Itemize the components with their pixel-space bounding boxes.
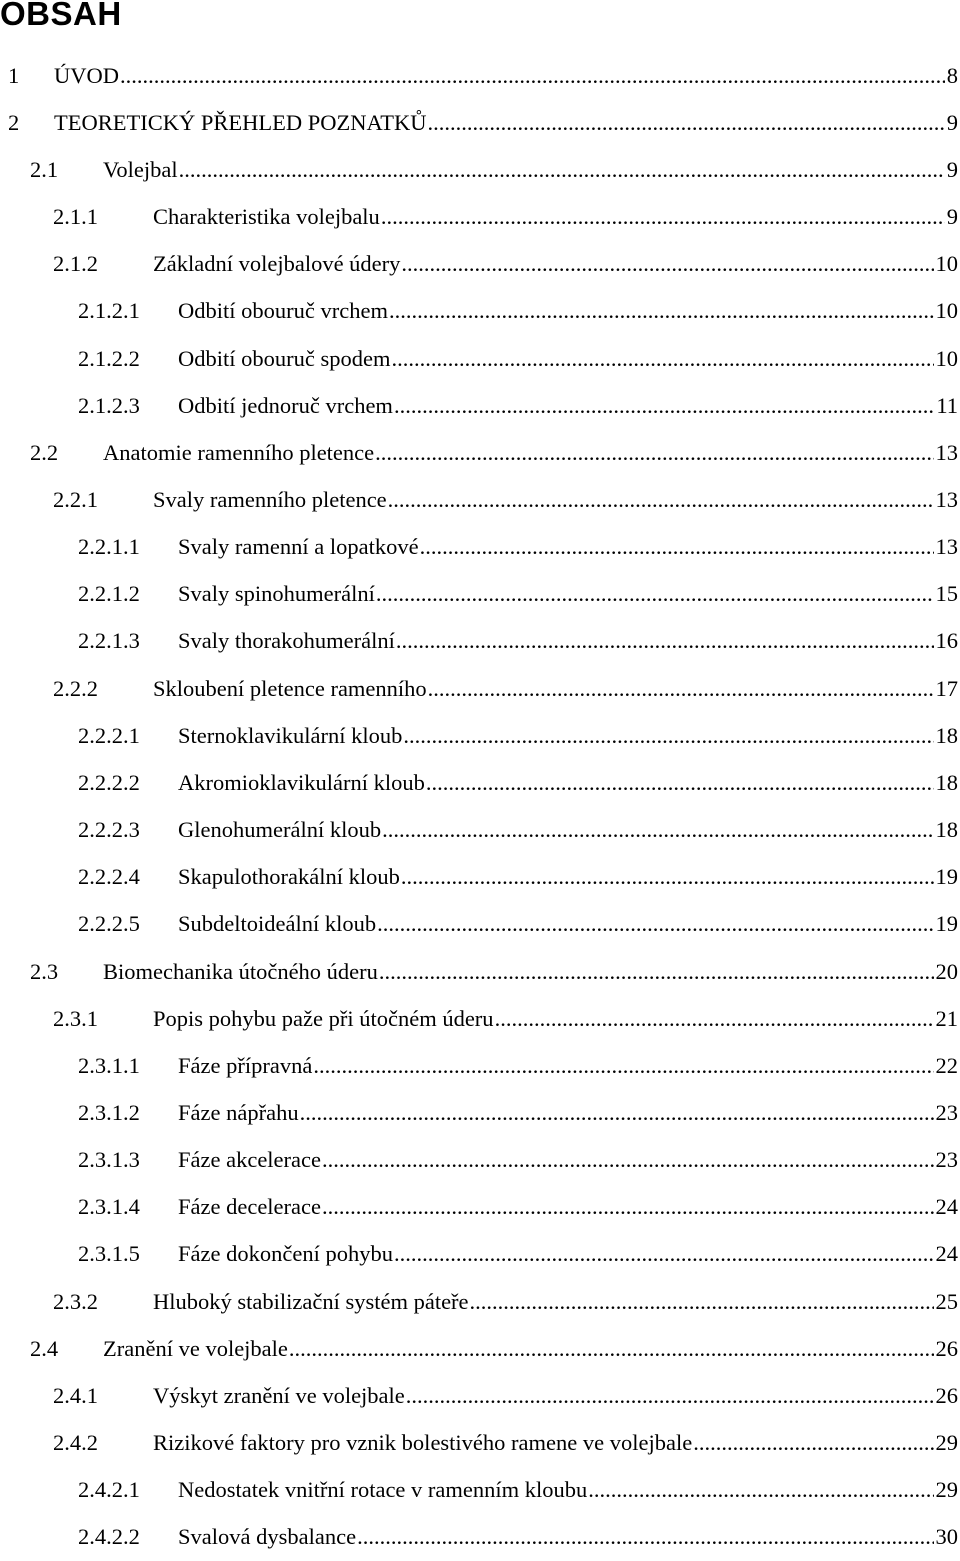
- toc-entry-page-number: 9: [946, 156, 958, 182]
- toc-entry-line: [103, 440, 958, 466]
- toc-entry-title: Popis pohybu paže při útočném úderu: [153, 1005, 494, 1031]
- toc-entry-number: 2.1.2.2: [78, 345, 140, 371]
- toc-entry-page-number: 26: [935, 1382, 958, 1408]
- toc-entry-title: Odbití obouruč vrchem: [178, 298, 388, 324]
- toc-entry-line: [178, 393, 958, 419]
- toc-entry-line: [178, 770, 958, 796]
- toc-entry-page-number: 23: [935, 1147, 958, 1173]
- toc-entry-number: 2.3: [30, 958, 59, 984]
- toc-entry-title: TEORETICKÝ PŘEHLED POZNATKŮ: [54, 109, 427, 135]
- dot-leader: [495, 1006, 934, 1032]
- toc-entry-page-number: 30: [935, 1524, 958, 1550]
- toc-entry-line: [153, 487, 958, 513]
- table-of-contents: [0, 52, 960, 1561]
- toc-entry-page-number: 11: [936, 392, 958, 418]
- toc-entry-number: 2.3.1: [53, 1005, 98, 1031]
- toc-entry-number: 2.2.1: [53, 486, 98, 512]
- toc-entry[interactable]: [0, 1137, 960, 1184]
- toc-entry-line: [178, 723, 958, 749]
- toc-entry-number: 2.1: [30, 156, 59, 182]
- toc-entry-line: [178, 346, 958, 372]
- toc-entry-title: Svaly thorakohumerální: [178, 628, 395, 654]
- toc-entry[interactable]: [0, 1372, 960, 1419]
- dot-leader: [375, 440, 933, 466]
- toc-entry-title: Charakteristika volejbalu: [153, 204, 380, 230]
- toc-entry-number: 2.3.1.3: [78, 1147, 140, 1173]
- toc-entry-number: 2.1.2.1: [78, 298, 140, 324]
- toc-entry-page-number: 25: [935, 1288, 958, 1314]
- toc-entry-line: [153, 676, 958, 702]
- page-title: OBSAH: [0, 0, 122, 32]
- toc-entry-title: Výskyt zranění ve volejbale: [153, 1382, 405, 1408]
- toc-entry-title: Fáze přípravná: [178, 1052, 313, 1078]
- dot-leader: [401, 864, 934, 890]
- toc-entry-number: 2.4.1: [53, 1382, 98, 1408]
- toc-entry[interactable]: [0, 1420, 960, 1467]
- toc-entry-line: [178, 581, 958, 607]
- toc-entry[interactable]: [0, 1325, 960, 1372]
- toc-entry-line: [178, 911, 958, 937]
- toc-entry-line: [178, 1524, 958, 1550]
- dot-leader: [357, 1524, 933, 1550]
- toc-entry[interactable]: [0, 1278, 960, 1325]
- dot-leader: [391, 346, 933, 372]
- toc-entry-number: 2.2.2.4: [78, 864, 140, 890]
- toc-entry-number: 2.2.2: [53, 675, 98, 701]
- toc-entry[interactable]: [0, 288, 960, 335]
- toc-entry-line: [153, 204, 958, 230]
- toc-entry[interactable]: [0, 807, 960, 854]
- toc-entry-page-number: 23: [935, 1100, 958, 1126]
- dot-leader: [394, 393, 934, 419]
- dot-leader: [693, 1430, 933, 1456]
- dot-leader: [426, 770, 934, 796]
- dot-leader: [382, 817, 933, 843]
- toc-entry-line: [178, 628, 958, 654]
- toc-entry-line: [178, 1477, 958, 1503]
- toc-entry-title: Fáze dokončení pohybu: [178, 1241, 393, 1267]
- toc-entry[interactable]: [0, 948, 960, 995]
- toc-entry-number: 2.4: [30, 1335, 59, 1361]
- toc-entry-line: [178, 817, 958, 843]
- toc-entry[interactable]: [0, 665, 960, 712]
- toc-entry-line: [153, 1430, 958, 1456]
- toc-entry-number: 2.3.1.5: [78, 1241, 140, 1267]
- toc-entry[interactable]: [0, 241, 960, 288]
- toc-entry-title: Skapulothorakální kloub: [178, 864, 400, 890]
- dot-leader: [420, 534, 934, 560]
- toc-entry-number: 2.2.2.1: [78, 722, 140, 748]
- toc-entry-title: Subdeltoideální kloub: [178, 911, 377, 937]
- toc-entry[interactable]: [0, 901, 960, 948]
- toc-entry-page-number: 20: [935, 958, 958, 984]
- toc-entry-title: Základní volejbalové údery: [153, 251, 401, 277]
- toc-entry[interactable]: [0, 52, 960, 99]
- toc-entry-line: [178, 534, 958, 560]
- dot-leader: [313, 1053, 933, 1079]
- toc-entry-page-number: 17: [935, 675, 958, 701]
- toc-entry-title: Fáze akcelerace: [178, 1147, 321, 1173]
- toc-entry[interactable]: [0, 1184, 960, 1231]
- toc-entry-page-number: 15: [935, 581, 958, 607]
- dot-leader: [389, 298, 934, 324]
- dot-leader: [322, 1194, 934, 1220]
- toc-entry-number: 2.2.2.2: [78, 769, 140, 795]
- toc-entry-title: Fáze decelerace: [178, 1194, 321, 1220]
- toc-entry-line: [103, 157, 958, 183]
- toc-entry-number: 2.4.2.1: [78, 1477, 140, 1503]
- dot-leader: [120, 63, 945, 89]
- dot-leader: [403, 723, 933, 749]
- toc-entry-page-number: 9: [946, 109, 958, 135]
- toc-entry-page-number: 18: [935, 769, 958, 795]
- toc-entry-line: [153, 1289, 958, 1315]
- toc-entry-page-number: 29: [935, 1430, 958, 1456]
- dot-leader: [401, 251, 933, 277]
- toc-entry-number: 2.2.2.3: [78, 817, 140, 843]
- toc-entry-line: [178, 298, 958, 324]
- toc-entry-page-number: 21: [935, 1005, 958, 1031]
- toc-entry-title: Sternoklavikulární kloub: [178, 722, 403, 748]
- toc-entry[interactable]: [0, 712, 960, 759]
- toc-entry-page-number: 19: [935, 864, 958, 890]
- toc-entry-title: Skloubení pletence ramenního: [153, 675, 427, 701]
- toc-entry-line: [54, 63, 958, 89]
- toc-entry-number: 2.2.1.1: [78, 534, 140, 560]
- toc-entry-number: 2.2.1.2: [78, 581, 140, 607]
- toc-entry-number: 1: [8, 62, 20, 88]
- toc-entry[interactable]: [0, 99, 960, 146]
- toc-entry-number: 2.3.1.4: [78, 1194, 140, 1220]
- toc-entry-page-number: 13: [935, 534, 958, 560]
- toc-entry-number: 2.3.1.1: [78, 1052, 140, 1078]
- toc-entry[interactable]: [0, 146, 960, 193]
- toc-entry-line: [153, 1383, 958, 1409]
- dot-leader: [396, 628, 934, 654]
- toc-entry[interactable]: [0, 1231, 960, 1278]
- toc-entry-title: Svaly spinohumerální: [178, 581, 375, 607]
- toc-entry[interactable]: [0, 1042, 960, 1089]
- dot-leader: [377, 911, 933, 937]
- dot-leader: [300, 1100, 934, 1126]
- toc-entry-number: 2.2: [30, 439, 59, 465]
- toc-entry-page-number: 8: [946, 62, 958, 88]
- toc-entry-page-number: 18: [935, 722, 958, 748]
- dot-leader: [179, 157, 945, 183]
- toc-entry[interactable]: [0, 1467, 960, 1514]
- toc-entry-title: Zranění ve volejbale: [103, 1335, 288, 1361]
- toc-entry-title: Svaly ramenní a lopatkové: [178, 534, 419, 560]
- dot-leader: [381, 204, 945, 230]
- toc-entry-line: [153, 251, 958, 277]
- toc-entry-title: Hluboký stabilizační systém páteře: [153, 1288, 469, 1314]
- toc-entry-page-number: 13: [935, 439, 958, 465]
- dot-leader: [376, 581, 934, 607]
- toc-entry[interactable]: [0, 618, 960, 665]
- toc-entry-number: 2.3.2: [53, 1288, 98, 1314]
- toc-entry-page-number: 29: [935, 1477, 958, 1503]
- toc-entry[interactable]: [0, 995, 960, 1042]
- dot-leader: [388, 487, 934, 513]
- toc-entry-number: 2: [8, 109, 20, 135]
- toc-entry-page-number: 9: [946, 204, 958, 230]
- dot-leader: [427, 110, 944, 136]
- dot-leader: [470, 1289, 934, 1315]
- toc-entry-page-number: 24: [935, 1241, 958, 1267]
- dot-leader: [322, 1147, 934, 1173]
- toc-entry-number: 2.4.2: [53, 1430, 98, 1456]
- toc-entry[interactable]: [0, 1089, 960, 1136]
- toc-entry-line: [153, 1006, 958, 1032]
- toc-entry-page-number: 24: [935, 1194, 958, 1220]
- toc-entry[interactable]: [0, 571, 960, 618]
- dot-leader: [406, 1383, 934, 1409]
- toc-entry-number: 2.2.1.3: [78, 628, 140, 654]
- toc-entry-number: 2.4.2.2: [78, 1524, 140, 1550]
- dot-leader: [394, 1241, 934, 1267]
- toc-entry-title: Rizikové faktory pro vznik bolestivého ramene ve volejbale: [153, 1430, 693, 1456]
- toc-entry-title: Svaly ramenního pletence: [153, 486, 387, 512]
- toc-entry[interactable]: [0, 429, 960, 476]
- toc-entry-line: [178, 1194, 958, 1220]
- toc-entry-page-number: 16: [935, 628, 958, 654]
- toc-entry[interactable]: [0, 382, 960, 429]
- toc-entry-title: Glenohumerální kloub: [178, 817, 382, 843]
- toc-entry-page-number: 26: [935, 1335, 958, 1361]
- toc-entry[interactable]: [0, 476, 960, 523]
- toc-entry-page-number: 10: [935, 298, 958, 324]
- toc-entry-title: Nedostatek vnitřní rotace v ramenním kloubu: [178, 1477, 588, 1503]
- toc-entry[interactable]: [0, 759, 960, 806]
- toc-entry-line: [178, 1100, 958, 1126]
- toc-entry-line: [103, 1336, 958, 1362]
- toc-entry-page-number: 18: [935, 817, 958, 843]
- toc-entry[interactable]: [0, 524, 960, 571]
- toc-entry[interactable]: [0, 1514, 960, 1561]
- toc-entry-number: 2.2.2.5: [78, 911, 140, 937]
- toc-entry-line: [54, 110, 958, 136]
- toc-entry[interactable]: [0, 335, 960, 382]
- toc-entry-page-number: 19: [935, 911, 958, 937]
- toc-entry-line: [178, 1147, 958, 1173]
- dot-leader: [289, 1336, 934, 1362]
- toc-entry-title: Biomechanika útočného úderu: [103, 958, 378, 984]
- toc-entry-title: Akromioklavikulární kloub: [178, 769, 425, 795]
- toc-entry-title: ÚVOD: [54, 62, 119, 88]
- toc-entry-title: Odbití jednoruč vrchem: [178, 392, 393, 418]
- toc-entry[interactable]: [0, 193, 960, 240]
- toc-entry-line: [178, 1053, 958, 1079]
- toc-entry-page-number: 10: [935, 251, 958, 277]
- toc-entry-page-number: 22: [935, 1052, 958, 1078]
- toc-entry-page-number: 13: [935, 486, 958, 512]
- toc-entry-number: 2.3.1.2: [78, 1100, 140, 1126]
- toc-entry-title: Odbití obouruč spodem: [178, 345, 391, 371]
- toc-entry[interactable]: [0, 854, 960, 901]
- toc-entry-title: Fáze nápřahu: [178, 1100, 299, 1126]
- dot-leader: [428, 676, 934, 702]
- toc-entry-line: [178, 1241, 958, 1267]
- toc-entry-title: Anatomie ramenního pletence: [103, 439, 375, 465]
- toc-entry-line: [178, 864, 958, 890]
- dot-leader: [379, 959, 934, 985]
- toc-entry-page-number: 10: [935, 345, 958, 371]
- toc-entry-number: 2.1.1: [53, 204, 98, 230]
- toc-entry-number: 2.1.2.3: [78, 392, 140, 418]
- toc-entry-title: Svalová dysbalance: [178, 1524, 357, 1550]
- toc-entry-number: 2.1.2: [53, 251, 98, 277]
- toc-entry-line: [103, 959, 958, 985]
- dot-leader: [588, 1477, 933, 1503]
- toc-entry-title: Volejbal: [103, 156, 178, 182]
